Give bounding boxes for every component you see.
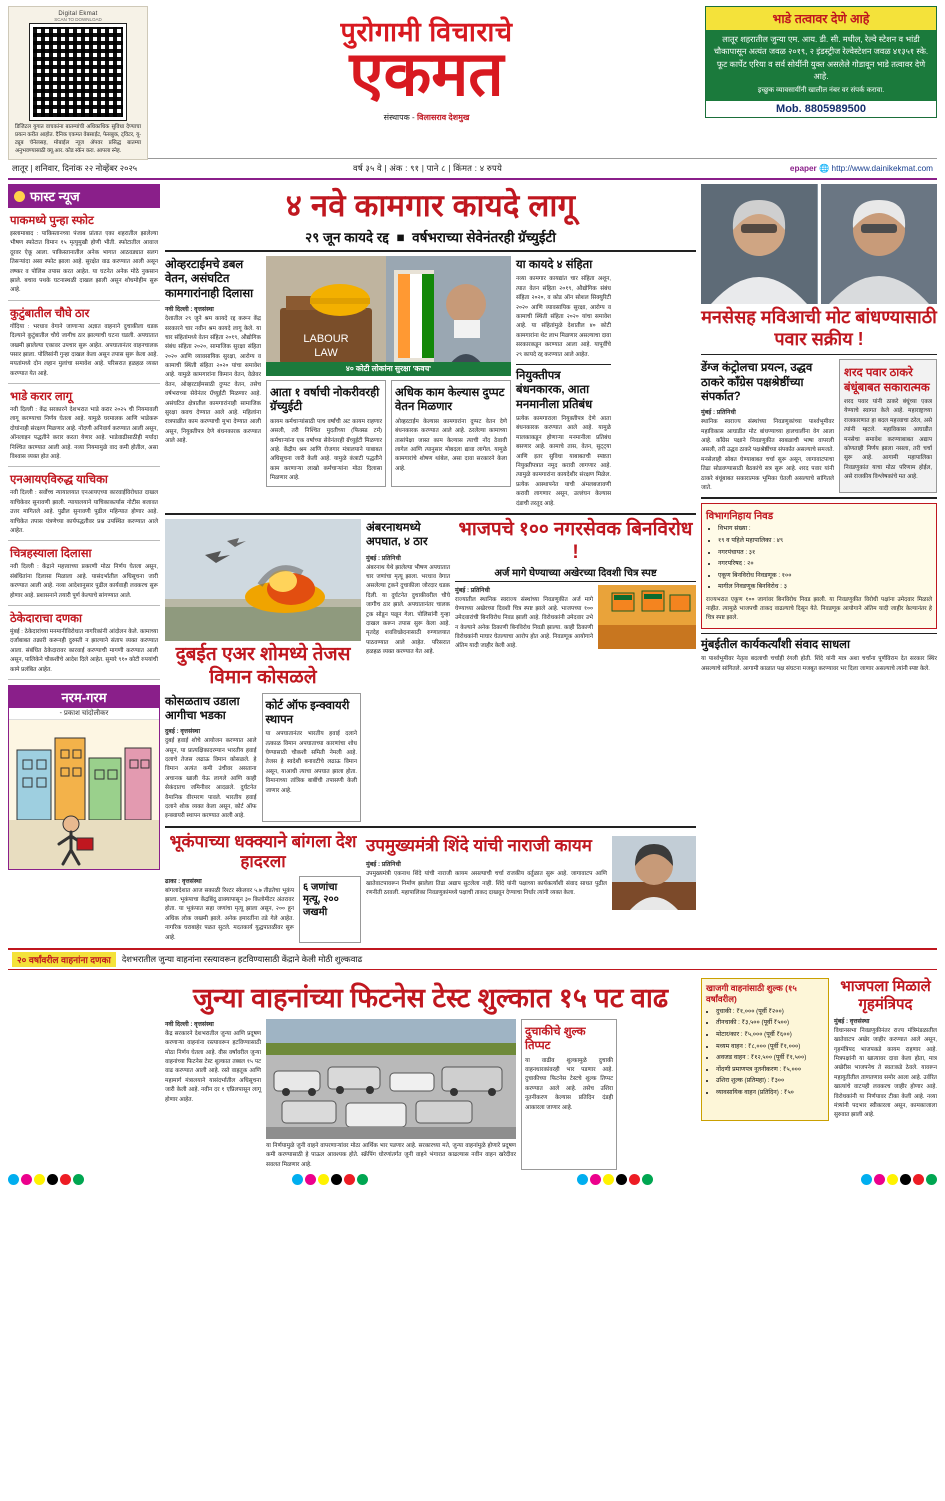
issue-place-date: लातूर | शनिवार, दिनांक २२ नोव्हेंबर २०२५ — [12, 163, 138, 173]
sidebar-item-title: ठेकेदाराचा दणका — [10, 612, 82, 625]
shinde-headline: उपमुख्यमंत्री शिंदे यांची नाराजी कायम — [366, 835, 592, 855]
issue-volume-price: वर्ष ३५ वे | अंक : ९१ | पाने ८ | किंमत : ४ रुपये — [352, 163, 503, 173]
vehicle-story[interactable] — [165, 974, 696, 1170]
list-item[interactable] — [8, 208, 160, 301]
color-swatch — [874, 1174, 885, 1185]
qr-block — [8, 6, 148, 160]
right-top-headline: मनसेसह मविआची मोट बांधण्यासाठी पवार सक्रीय ! — [701, 307, 937, 349]
bottom-row — [8, 974, 937, 1170]
fees-list — [706, 1007, 824, 1098]
shinde-body: उपमुख्यमंत्री एकनाथ शिंदे यांची नाराजी कायम असल्याची चर्चा राजकीय वर्तुळात सुरू आहे. जागावाटप आणि खातेवाटपावरून निर्माण झालेला तिढा अद्याप सुटलेला नाही. शिंदे यांनी पक्षाच्या कार्यकर्त्यांशी संवाद साधत पुढील रणनीती ठरवली. महापालिका निवडणुकांमध्ये पक्षाची ताकद दाखवून देण्याचा निर्धार त्यांनी व्यक्त केला. — [366, 871, 607, 896]
vehicle-tag: २० वर्षांवरील वाहनांना दणका — [12, 952, 116, 967]
sidebar-item-title: भाडे करार लागू — [10, 391, 73, 404]
color-swatch — [60, 1174, 71, 1185]
article-overtime[interactable] — [391, 380, 511, 487]
ambernath-body: अंबरनाथ येथे झालेल्या भीषण अपघातात चार जणांचा मृत्यू झाला. भरधाव वेगात असलेल्या ट्रकने दुचाकीला जोरदार धडक दिली. या दुर्घटनेत दुचाकीवरील चौघे जागीच ठार झाले. अपघातानंतर चालक ट्रक सोडून पळून गेला. पोलिसांनी गुन्हा दाखल करून तपास सुरू केला आहे. मृतदेह शवविच्छेदनासाठी रुग्णालयात पाठवण्यात आले आहेत. परिसरात हळहळ व्यक्त करण्यात येत आहे. — [366, 564, 450, 656]
logo-tagline: पुरोगामी विचाराचे — [340, 17, 513, 47]
qr-code-icon[interactable] — [30, 24, 126, 120]
article-body: कायम कर्मचाऱ्यांसाठी पाच वर्षांची अट कायम राहणार असली, तरी निश्चित मुदतीच्या (फिक्स्ड टर्म) कर्मचाऱ्यांना एक वर्षाच्या सेवेनंतरही ग्रॅच्युईटी मिळणार आहे. केंद्रीय श्रम आणि रोजगार मंत्रालयाने याबाबत अधिसूचना जारी केली आहे. यामुळे कंत्राटी पद्धतीने काम करणाऱ्या लाखो कर्मचाऱ्यांना मोठा दिलासा मिळणार आहे. — [270, 418, 382, 482]
list-item[interactable] — [8, 606, 160, 680]
crash-photo — [165, 519, 361, 641]
color-swatch — [344, 1174, 355, 1185]
lead-sub-left: २९ जून कायदे रद्द — [305, 230, 389, 245]
article-title: आता १ वर्षाची नोकरीवरही ग्रॅच्युईटी — [270, 387, 380, 414]
color-swatch — [73, 1174, 84, 1185]
bjp-division-box — [701, 503, 937, 628]
article-body: नव्या कामगार कायद्यांत चार संहिता अशून, त्यात वेतन संहिता २०१९, औद्योगिक संबंध संहिता २०२०, व कोड ऑन सोशल सिक्युरिटी २०२० आणि व्यावसायिक सुरक्षा, आरोग्य व कामाची स्थिती संहिता २०२० यांचा समावेश आहे. या संहितांमुळे देशातील ४० कोटी कामगारांना थेट लाभ मिळणार असल्याचा दावा सरकारकडून करण्यात आला आहे. यापूर्वीचे २९ कायदे रद्द करण्यात आले आहेत. — [516, 276, 611, 358]
color-swatch — [913, 1174, 924, 1185]
lead-row — [165, 256, 696, 509]
logo-founder — [154, 112, 699, 123]
home-ministry-story[interactable] — [834, 978, 937, 1121]
sidebar-item-title: एनआयएविरुद्ध याचिका — [10, 474, 108, 487]
ad-note: इच्छुक व्यावसायींनी खालील नंबर वर संपर्क करावा. — [757, 87, 885, 95]
lead-byline: नवी दिल्ली : वृत्तसंस्था — [165, 306, 214, 314]
rally-photo — [598, 585, 696, 649]
fees-box — [701, 978, 829, 1121]
table-row: • मोटार/कार : ₹५,००० (पूर्वी ₹६००) — [716, 1030, 824, 1041]
dengue-article[interactable] — [701, 359, 834, 493]
vehicle-byline: नवी दिल्ली : वृत्तसंस्था — [165, 1020, 214, 1028]
article-title: नियुक्तीपत्र बंधनकारक, आता मनमानीला प्रतिबंध — [516, 369, 593, 411]
qr-title: Digital Ekmat — [58, 11, 98, 17]
list-item: • नगरपंचायत : ३१ — [718, 548, 932, 559]
two-wheeler-title: दुचाकीचे शुल्क तिप्पट — [525, 1025, 586, 1053]
dubai-sub2: कोर्ट ऑफ इन्क्वायरी स्थापन — [265, 699, 350, 726]
color-swatch — [616, 1174, 627, 1185]
bottom-right — [701, 974, 937, 1170]
article-four-codes[interactable] — [516, 256, 611, 509]
labour-law-photo — [266, 256, 511, 376]
table-row: • नोंदणी प्रमाणपत्र नूतनीकरण : ₹५,००० — [716, 1065, 824, 1076]
epaper-link[interactable] — [687, 164, 937, 174]
list-item[interactable] — [8, 541, 160, 606]
tertiary-row — [165, 832, 696, 943]
sidebar-item-body: नवी दिल्ली : केंद्राने महत्त्वाच्या प्रकरणी मोठा निर्णय घेतला असून, संबंधितांना दिलासा मिळाला आहे. यासंदर्भातील अधिसूचना जारी करण्यात आली आहे. नव्या आदेशानुसार पुढील कार्यवाही लवकरच सुरू होणार आहे. प्रशासनाने तयारी पूर्ण केल्याचे सांगण्यात आले. — [10, 564, 158, 599]
sidebar-item-title: कुटुंबातील चौघे ठार — [10, 307, 90, 320]
dubai-subcolumns — [165, 693, 361, 822]
bjp-rally-photo — [598, 585, 696, 649]
article-gratuity[interactable] — [266, 380, 386, 487]
list-item: • विभाग संख्या : — [718, 524, 932, 535]
cartoon-image — [9, 719, 159, 869]
bjp-headline: भाजपचे १०० नगरसेवक बिनविरोध ! — [458, 518, 693, 563]
dengue-body: स्थानिक स्वराज्य संस्थांच्या निवडणुकांच्या पार्श्वभूमीवर महाविकास आघाडीत मोट बांधण्याच्या हालचालींना वेग आला आहे. काँग्रेस पक्षाने निवडणुकीत स्वबळाची भाषा वापरली असली, तरी उद्धव ठाकरे पक्षश्रेष्ठींच्या संपर्कात असल्याचे समजते. मनसेलाही सोबत घेण्याबाबत चर्चा सुरू असून, जागावाटपाचा तिढा सोडवण्यासाठी बैठकांचे सत्र सुरू आहे. शरद पवार यांनी ठाकरे बंधूंबाबत सकारात्मक भूमिका घेतली असल्याचे सांगितले जाते. — [701, 419, 834, 492]
sidebar-item-body: इस्लामाबाद : पाकिस्तानच्या पंजाब प्रांतात एका शहरातील झालेल्या भीषण स्फोटात विमान १५ मृत्युमुखी होणी भीती. स्फोटातील आवाज दूरवर ऐकू आला. पाकिस्तानातील अनेक भागात आठवड्यात सलग तिसऱ्यांदा असा स्फोट झाला आहे. सुरक्षेत वाढ करण्यात आली असून लष्कर व पोलिस तपास करत आहेत. या घटनेत अनेक मोठे नुकसान झाले. बचाव पथके घटनास्थळी दाखल झाली असून शोधमोहीम सुरू आहे. — [10, 231, 158, 294]
color-swatch — [887, 1174, 898, 1185]
dubai-body: दुबई हवाई शोचे आयोजन करण्यात आले असून, या प्रात्यक्षिकादरम्यान भारतीय हवाई दलाचे तेजस लढाऊ विमान कोसळले. हे विमान अत्यंत कमी उंचीवर असताना अचानक खाली येऊ लागले आणि काही सेकंदातच जमिनीवर आदळले. दुर्घटनेत वैमानिक वीरमरण पावले. भारतीय हवाई दलाने शोक व्यक्त केला असून, कोर्ट ऑफ इन्क्वायरी स्थापन करण्यात आली आहे. — [165, 738, 257, 820]
color-swatch — [577, 1174, 588, 1185]
shinde-right-title: मुंबईतील कार्यकर्त्यांशी संवाद साधला — [701, 638, 850, 651]
color-swatch — [629, 1174, 640, 1185]
color-group-right — [861, 1174, 937, 1185]
secondary-row — [165, 519, 696, 822]
table-row: • व्यावसायिक वाहन (प्रतिदिन) : ₹५० — [716, 1088, 824, 1099]
cartoon-panel — [8, 685, 160, 870]
color-swatch — [34, 1174, 45, 1185]
founder-name: विलासराव देशमुख — [416, 112, 470, 122]
dubai-headline: दुबईत एअर शोमध्ये तेजस विमान कोसळले — [175, 643, 351, 688]
epaper-label: epaper — [789, 163, 817, 173]
fees-title: खाजगी वाहनांसाठी शुल्क (१५ वर्षांवरील) — [706, 982, 797, 1004]
color-swatch — [926, 1174, 937, 1185]
article-body: ओव्हरटाईम केल्यास कामगारांना दुप्पट वेतन देणे बंधनकारक करण्यात आले आहे. ठरलेल्या कामाच्या तासांपेक्षा जास्त काम केल्यास त्याची नोंद ठेवावी लागेल आणि त्यानुसार मोबदला द्यावा लागेल. यामुळे कामगारांचे शोषण थांबेल, असा दावा सरकारने केला आहे. — [395, 418, 507, 472]
home-min-body: विधानसभा निवडणुकीनंतर राज्य मंत्रिमंडळातील खातेवाटप अखेर जाहीर करण्यात आले असून, गृहमंत्रिपद भाजपकडे कायम राहणार आहे. मित्रपक्षांनी या खात्यावर दावा केला होता, मात्र अखेरीस भाजपनेच ते स्वतःकडे ठेवले. यावरून महायुतीतील ताणतणाव समोर आला आहे. उर्वरित खात्यांचे वाटपही लवकरच जाहीर होणार आहे. विरोधकांनी या निर्णयावर टीका केली आहे. नव्या मंत्र्यांनी पदभार स्वीकारला असून, कामकाजाला सुरुवात झाली आहे. — [834, 1027, 937, 1119]
color-group-mid-right — [577, 1174, 653, 1185]
list-item: • नगरपरिषद : २० — [718, 559, 932, 570]
right-top-columns — [701, 359, 937, 493]
shinde-right-body: या पार्श्वभूमीवर नेतृत्व बदलाची चर्चाही रंगली होती. शिंदे यांनी मात्र अशा चर्चांना पूर्णविराम देत सरकार स्थिर असल्याचे सांगितले. आगामी काळात पक्ष संघटना मजबूत करण्यावर भर दिला जाणार असल्याचे त्यांनी स्पष्ट केले. — [701, 656, 937, 672]
lead-photo-caption: ४० कोटी लोकांना सुरक्षा 'कवच' — [266, 362, 511, 376]
lead-headline: ४ नवे कामगार कायदे लागू — [285, 188, 576, 223]
list-item[interactable] — [8, 384, 160, 467]
color-swatch — [305, 1174, 316, 1185]
sidebar-item-body: नवी दिल्ली : केंद्र सरकारने देशभरात भाडे करार २०२५ ची नियमावली लागू करण्याचा निर्णय घेतला आहे. यामुळे घरमालक आणि भाडेकरू दोघांनाही संरक्षण मिळणार आहे. नोंदणी अनिवार्य करण्यात आली असून, ऑनलाइन पद्धतीने करार करता येणार आहे. भाडेवाढीसाठीही मर्यादा निश्चित करण्यात आली आहे. नव्या नियमामुळे वाद कमी होतील, असा विश्वास व्यक्त होत आहे. — [10, 407, 158, 461]
vehicle-body: केंद्र सरकारने देशभरातील जुन्या आणि प्रदूषण करणाऱ्या वाहनांना रस्त्यावरून हटविण्यासाठी मोठा निर्णय घेतला आहे. वीस वर्षांवरील जुन्या वाहनांच्या फिटनेस टेस्ट शुल्कात तब्बल १५ पट वाढ करण्यात आली आहे. रस्ते वाहतूक आणि महामार्ग मंत्रालयाने यासंदर्भातील अधिसूचना जारी केली आहे. नवीन दर १ एप्रिलपासून लागू होणार आहेत. — [165, 1030, 261, 1103]
square-bullet-icon: ■ — [392, 230, 409, 245]
masthead — [8, 6, 937, 156]
masthead-logo — [154, 6, 699, 123]
right-top-byline: मुंबई : प्रतिनिधी — [701, 409, 736, 417]
sidebar-item-body: नवी दिल्ली : सर्वोच्च न्यायालयात एनआयएच्या कारवाईविरोधात दाखल याचिकेवर सुनावणी झाली. न्यायालयाने याचिकाकर्त्यास नोटीस बजावत उत्तर मागितले आहे. पुढील सुनावणी पुढील महिन्यात होणार आहे. याचिकेत तपास यंत्रणेच्या कार्यपद्धतीवर प्रश्न उपस्थित करण्यात आले आहेत. — [10, 490, 158, 534]
fast-news-header — [8, 184, 160, 208]
website-url[interactable]: http://www.dainikekmat.com — [831, 163, 933, 173]
color-swatch — [861, 1174, 872, 1185]
division-box-title: विभागनिहाय निवड — [706, 511, 774, 523]
list-item[interactable] — [8, 301, 160, 384]
article-body: प्रत्येक कामगाराला नियुक्तीपत्र देणे आता बंधनकारक करण्यात आले आहे. यामुळे मालकाकडून होणाऱ्या मनमानीला प्रतिबंध बसणार आहे. कामाचे तास, वेतन, सुट्ट्या आणि इतर सुविधा याबाबतची स्पष्टता नियुक्तीपत्रात नमूद करावी लागणार आहे. त्यामुळे कामगारांना कायदेशीर संरक्षण मिळेल. प्रत्येक आस्थापनेत याची अंमलबजावणी करावी लागणार असून, उल्लंघन केल्यास दंडाची तरतूद आहे. — [516, 416, 611, 507]
vehicle-body2: या निर्णयामुळे जुनी वाहने वापरणाऱ्यांवर मोठा आर्थिक भार पडणार आहे. सरकारच्या मते, जुन्या वाहनांमुळे होणारे प्रदूषण कमी करण्यासाठी हे पाऊल आवश्यक होते. स्क्रॅपिंग धोरणांतर्गत जुनी वाहने भंगारात काढल्यास नवीन वाहन खरेदीवर सवलत मिळणार आहे. — [266, 1142, 516, 1168]
shinde-story[interactable] — [366, 832, 696, 943]
bjp-byline: मुंबई : प्रतिनिधी — [455, 586, 490, 594]
shinde-right-note[interactable] — [701, 638, 937, 674]
bullet-icon — [14, 191, 25, 202]
ad-headline: भाडे तत्वावर देणे आहे — [706, 7, 936, 30]
qr-subtitle: SCAN TO DOWNLOAD — [54, 17, 102, 22]
lead-sub-right: वर्षभराच्या सेवेनंतरही ग्रॅच्युईटी — [412, 230, 556, 245]
lead-body: देशातील २९ जुने श्रम कायदे रद्द करून केंद्र सरकारने चार नवीन श्रम कायदे लागू केले. या चार संहितांमध्ये वेतन संहिता २०१९, औद्योगिक संबंध संहिता २०२०, सामाजिक सुरक्षा संहिता २०२० आणि व्यावसायिक सुरक्षा, आरोग्य व कामाची स्थिती संहिता २०२० यांचा समावेश आहे. यामुळे कामगारांना किमान वेतन, वेळेवर वेतन, ओव्हरटाईमसाठी दुप्पट वेतन, तसेच वर्षभराच्या सेवेनंतर ग्रॅच्युईटी मिळणार आहे. असंघटित क्षेत्रातील कामगारांनाही सामाजिक सुरक्षा कवच देण्यात आले आहे. महिलांना रात्रपाळीत काम करण्याची मुभा देण्यात आली असून, नियुक्तीपत्र देणे बंधनकारक करण्यात आले आहे. — [165, 316, 261, 445]
bjp-subheadline: अर्ज मागे घेण्याच्या अखेरच्या दिवशी चित्र स्पष्ट — [455, 565, 696, 582]
ad-mobile-number[interactable]: Mob. 8805989500 — [706, 101, 936, 117]
sidebar-item-title: चित्रहस्याला दिलासा — [10, 548, 92, 561]
shinde-byline: मुंबई : प्रतिनिधी — [366, 861, 401, 869]
list-item: • १९ व पहिले महापालिका : ४९ — [718, 536, 932, 547]
lead-subheadline — [165, 228, 696, 252]
dengue-title: डेंग्ज कंट्रोलचा प्रयत्न, उद्धव ठाकरे काँग्रेस पक्षश्रेष्ठींच्या संपर्कात? — [701, 362, 813, 403]
sidebar-item-body: गोंदिया : भरधाव वेगाने जाणाऱ्या अज्ञात वाहनाने दुचाकीला धडक दिल्याने कुटुंबातील चौघे जागीच ठार झाल्याची घटना घडली. अपघातात जखमी झालेल्या एकावर उपचार सुरू आहेत. अपघातानंतर वाहनचालक पसार झाला. पोलिसांनी गुन्हा दाखल केला असून तपास सुरू केला आहे. मयतांमध्ये दोन लहान मुलांचा समावेश आहे. परिसरात हळहळ व्यक्त करण्यात येत आहे. — [10, 323, 158, 377]
fast-news-label: फास्ट न्यूज — [30, 189, 80, 204]
list-item[interactable] — [8, 467, 160, 541]
portrait-photo — [612, 836, 696, 910]
right-column — [701, 184, 937, 943]
svg-text:LABOUR: LABOUR — [303, 333, 349, 345]
two-wheeler-box[interactable] — [521, 1019, 617, 1170]
traffic-photo — [266, 1019, 516, 1139]
quake-story[interactable] — [165, 832, 361, 943]
color-swatch — [603, 1174, 614, 1185]
bottom-left-spacer — [8, 974, 160, 1170]
masthead-advertisement[interactable] — [705, 6, 937, 118]
leader-2-image — [821, 184, 937, 304]
globe-icon: 🌐 — [819, 163, 830, 173]
color-swatch — [21, 1174, 32, 1185]
list-item: • एकूण बिनविरोध निवडणूक : १०० — [718, 571, 932, 582]
division-list — [706, 524, 932, 592]
cartoon-title: नरम-गरम — [9, 686, 159, 708]
ad-body — [706, 30, 936, 101]
lead-photo-wrap — [266, 256, 511, 509]
dubai-byline: दुबई : वृत्तसंस्था — [165, 728, 201, 736]
vehicle-photo — [266, 1019, 516, 1139]
dubai-crash-photo — [165, 519, 361, 641]
quake-body: बांगलादेशात आज सकाळी रिश्टर स्केलवर ५.७ तीव्रतेचा भूकंप झाला. भूकंपाचा केंद्रबिंदू ढाक्यापासून ३० किलोमीटर अंतरावर होता. या भूकंपात सहा जणांचा मृत्यू झाला असून, २०० हून अधिक लोक जखमी झाले. अनेक इमारतींना तडे गेले आहेत. नागरिक घराबाहेर पळत सुटले. मदतकार्य युद्धपातळीवर सुरू आहे. — [165, 887, 294, 941]
cartoon-artist: - प्रकाश चांदोलीकर — [59, 709, 109, 717]
table-row: • मध्यम वाहन : ₹८,००० (पूर्वी ₹१,०००) — [716, 1042, 824, 1053]
table-row: • उशिरा शुल्क (प्रतिमहा) : ₹३०० — [716, 1076, 824, 1087]
dubai-story[interactable] — [165, 519, 361, 822]
color-group-mid-left — [292, 1174, 368, 1185]
division-note: राज्यभरात एकूण १०० जागांवर बिनविरोध निवड झाली. या निवडणुकीत विरोधी पक्षांना उमेदवार मिळाले नाहीत. त्यामुळे भाजपची ताकद वाढल्याचे दिसून येते. निवडणूक आयोगाने अंतिम यादी जाहीर केल्यानंतर हे चित्र स्पष्ट झाले. — [706, 596, 932, 622]
sidebar-item-body: मुंबई : ठेकेदारांच्या मनमानीविरोधात नागरिकांनी आंदोलन केले. कामाच्या दर्जाबाबत तक्रारी करूनही दुरुस्ती न झाल्याने संताप व्यक्त करण्यात आला. संबंधित ठेकेदारावर कारवाई करण्याची मागणी करण्यात आली असून, पालिकेने चौकशीचे आदेश दिले आहेत. सुमारे ९१० कोटी रुपयांची कामे प्रलंबित आहेत. — [10, 628, 158, 673]
vehicle-stripe — [8, 948, 937, 970]
two-wheeler-body: या वाढीव शुल्कामुळे दुचाकी वाहनधारकांवरही भार पडणार आहे. दुचाकीच्या फिटनेस टेस्टचे शुल्क तिप्पट करण्यात आले आहे. तसेच उशिरा नूतनीकरण केल्यास प्रतिदिन दंडही आकारला जाणार आहे. — [525, 1057, 613, 1111]
page-grid — [8, 184, 937, 943]
color-swatch — [590, 1174, 601, 1185]
qr-caption: डिजिटल युगात वाचकांना बातम्यांची अधिकाधिक सुविधा देण्याचा प्रयत्न करीत आहोत. दैनिक एकमत वेबसाईट, फेसबुक, ट्विटर, यू-ट्यूब चॅनेलसह, मोबाईल न्यूज ॲपवर प्रसिद्ध बातम्या अनुभवण्यासाठी क्यू.आर. कोड स्कॅन करा. आपला स्नेह. — [15, 124, 141, 155]
pawar-body: शरद पवार यांनी ठाकरे बंधूंच्या एकत्र येण्याचे स्वागत केले आहे. महाराष्ट्राच्या राजकारणात हा बदल महत्त्वाचा ठरेल, असे त्यांनी म्हटले. महाविकास आघाडीत मनसेचा समावेश करण्याबाबत अद्याप कोणताही निर्णय झाला नसला, तरी चर्चा सुरू आहे. आगामी महापालिका निवडणुकांत याचा मोठा परिणाम होईल, असे राजकीय विश्लेषकांचे मत आहे. — [844, 398, 932, 481]
leader-1-image — [701, 184, 817, 304]
vehicle-stripe-text: देशभरातील जुन्या वाहनांना रस्त्यावरून हटविण्यासाठी केंद्राने केली मोठी शुल्कवाढ — [121, 953, 363, 964]
table-row: • तीनचाकी : ₹३,५०० (पूर्वी ₹५००) — [716, 1018, 824, 1029]
color-group-left — [8, 1174, 84, 1185]
article-title: या कायदे ४ संहिता — [516, 259, 593, 271]
lead-subarticles — [266, 380, 511, 487]
quake-headline: भूकंपाच्या धक्क्याने बांगला देश हादरला — [169, 831, 357, 872]
quake-byline: ढाका : वृत्तसंस्था — [165, 877, 202, 885]
ambernath-story[interactable] — [366, 519, 450, 822]
color-swatch — [357, 1174, 368, 1185]
table-row: • दुचाकी : ₹१,००० (पूर्वी ₹२००) — [716, 1007, 824, 1018]
lead-kicker: ओव्हरटाईमचे डबल वेतन, असंघटित कामगारांनाही दिलासा — [165, 259, 254, 300]
dubai-sub1: कोसळताच उडाला आगीचा भडका — [165, 695, 240, 722]
ambernath-byline: मुंबई : प्रतिनिधी — [366, 554, 401, 562]
ad-text: लातूर शहरातील जुन्या एम. आय. डी. सी. मधील, रेल्वे स्टेशन व भांडी चौकापासून अत्यंत जवळ २०१९, २ इंडस्ट्रीज रेल्वेस्टेशन जवळ ४१३५१ स्के. फूट कार्पेट एरिया व सर्व सोयींनी युक्त असलेले गोडावून भाडे तत्वावर देणे आहे. — [713, 35, 929, 81]
main-content — [165, 184, 696, 943]
color-swatch — [331, 1174, 342, 1185]
color-registration-bar — [8, 1174, 937, 1185]
leader-photo-1 — [701, 184, 818, 304]
leaders-photo — [701, 184, 937, 304]
quake-stats: ६ जणांचा मृत्यू, २०० जखमी — [303, 881, 339, 918]
color-swatch — [292, 1174, 303, 1185]
table-row: • अवजड वाहन : ₹१२,५०० (पूर्वी ₹१,५००) — [716, 1053, 824, 1064]
bjp-body: राज्यातील स्थानिक स्वराज्य संस्थांच्या निवडणुकीत अर्ज मागे घेण्याच्या अखेरच्या दिवशी चित्र स्पष्ट झाले आहे. भाजपच्या १०० उमेदवारांची बिनविरोध निवड झाली आहे. विरोधकांनी उमेदवार उभे न केल्याने अनेक ठिकाणी बिनविरोध निवडी झाल्या. काही ठिकाणी विरोधकांनी माघार घेतल्याचा आरोप होत आहे. निवडणूक आयोगाने अंतिम यादी जाहीर केली आहे. — [455, 596, 593, 650]
sidebar-item-title: पाकमध्ये पुन्हा स्फोट — [10, 215, 94, 227]
svg-text:LAW: LAW — [314, 347, 338, 359]
home-min-byline: मुंबई : वृत्तसंस्था — [834, 1017, 870, 1025]
color-swatch — [47, 1174, 58, 1185]
dubai-body2: या अपघातानंतर भारतीय हवाई दलाने तत्काळ विमान अपघाताच्या कारणांचा शोध घेण्यासाठी चौकशी समिती नेमली आहे. तेजस हे स्वदेशी बनावटीचे लढाऊ विमान असून, याआधी त्याचा अपघात झाला होता. विमानाच्या तांत्रिक बाबींची तपासणी केली जाणार आहे. — [265, 731, 357, 794]
color-swatch — [8, 1174, 19, 1185]
founder-label: संस्थापक - — [383, 112, 415, 122]
logo-title: एकमत — [349, 40, 504, 109]
color-swatch — [318, 1174, 329, 1185]
bjp-story[interactable] — [455, 519, 696, 822]
sidebar-fast-news — [8, 184, 160, 943]
pawar-article[interactable] — [839, 359, 937, 493]
pawar-title: शरद पवार ठाकरे बंधूंबाबत सकारात्मक — [844, 367, 930, 394]
color-swatch — [642, 1174, 653, 1185]
color-swatch — [900, 1174, 911, 1185]
vehicle-headline: जुन्या वाहनांच्या फिटनेस टेस्ट शुल्कात १५ पट वाढ — [192, 982, 669, 1013]
leader-photo-2 — [821, 184, 938, 304]
cartoon-illustration — [9, 720, 159, 869]
list-item: • मागील निवडणूक बिनविरोध : ३ — [718, 582, 932, 593]
home-min-headline: भाजपला मिळाले गृहमंत्रिपद — [840, 977, 931, 1013]
article-title: अधिक काम केल्यास दुप्पट वेतन मिळणार — [395, 387, 505, 414]
lead-column-text — [165, 256, 261, 509]
lead-photo — [266, 256, 511, 376]
shinde-portrait — [612, 836, 696, 910]
ambernath-headline: अंबरनाथमध्ये अपघात, ४ ठार — [366, 521, 428, 549]
issue-info-bar — [8, 158, 937, 180]
